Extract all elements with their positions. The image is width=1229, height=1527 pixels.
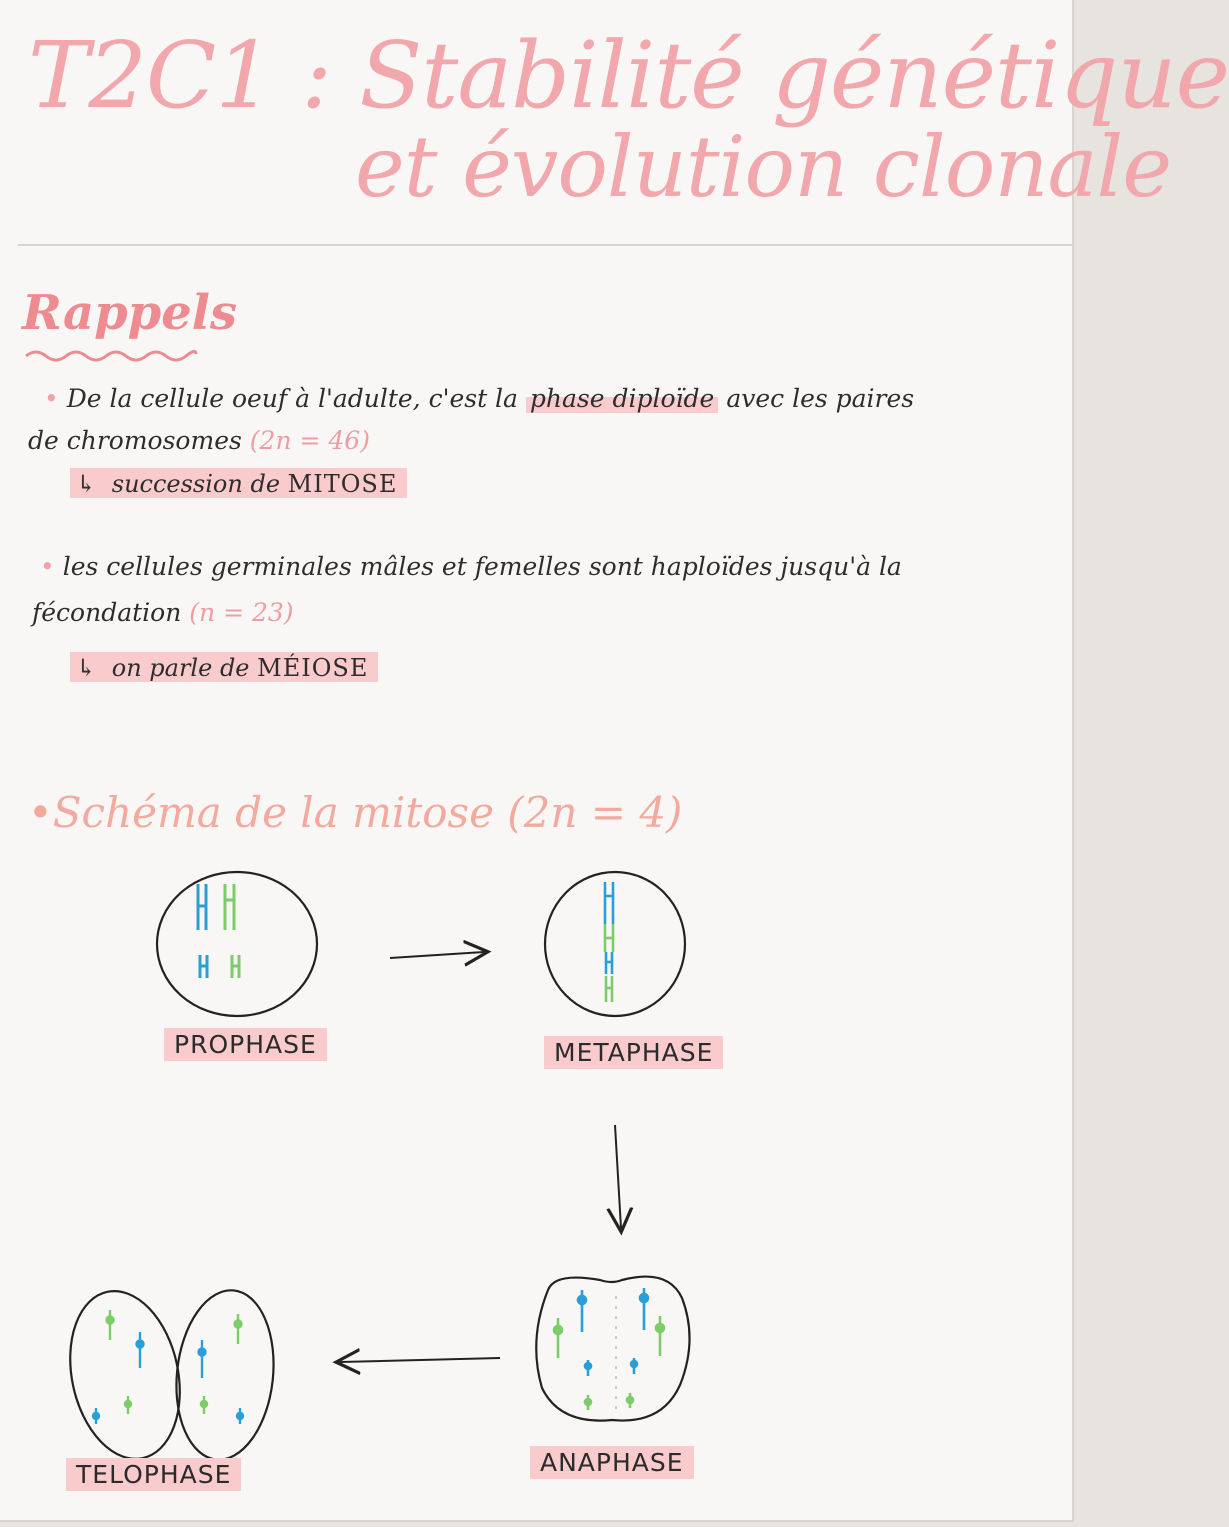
arrow-anaphase-to-telophase: [340, 1358, 500, 1362]
blue-chromosome: [93, 1332, 243, 1424]
label-anaphase: ANAPHASE: [530, 1446, 694, 1479]
bullet-2-sub-text: on parle de: [111, 654, 250, 682]
green-chromosome: [107, 1310, 242, 1414]
return-arrow-icon: ↳: [76, 654, 97, 682]
bullet-1-note: (2n = 46): [249, 426, 370, 455]
arrow-prophase-to-metaphase: [390, 952, 484, 958]
bullet-dot: •: [44, 384, 59, 413]
section-title-rappels: Rappels: [22, 285, 238, 341]
telophase-cells: [55, 1281, 281, 1469]
bullet-1-sub-term: MITOSE: [287, 470, 398, 498]
mitosis-diagram-title: •Schéma de la mitose (2n = 4): [28, 788, 683, 837]
arrow-metaphase-to-anaphase: [615, 1125, 621, 1228]
metaphase-cell: [545, 872, 685, 1016]
green-chromosome: [225, 884, 239, 978]
bullet-1-text-start: De la cellule oeuf à l'adulte, c'est la: [66, 384, 518, 413]
title-line-1: Stabilité génétique: [359, 22, 1229, 129]
blue-chromosome: [198, 884, 207, 978]
bullet-2-note: (n = 23): [189, 598, 294, 627]
label-telophase: TELOPHASE: [66, 1458, 241, 1491]
prophase-cell: [157, 872, 317, 1016]
label-prophase: PROPHASE: [164, 1028, 327, 1061]
bullet-2-sub-term: MÉIOSE: [257, 654, 369, 682]
chapter-code: T2C1: [28, 22, 273, 129]
green-chromosome: [554, 1316, 664, 1410]
bullet-1-text-end: avec les paires: [726, 384, 915, 413]
bullet-1-sub-text: succession de: [111, 470, 281, 498]
bullet-1-highlight: phase diploïde: [526, 384, 718, 413]
bullet-dot: •: [40, 552, 55, 581]
bullet-2-text-line-2: fécondation: [32, 598, 182, 627]
blue-chromosome: [578, 1288, 648, 1376]
title-separator: :: [301, 22, 332, 129]
anaphase-cell: [536, 1277, 689, 1421]
title-line-2: et évolution clonale: [355, 118, 1172, 216]
bullet-1-text-line-2: de chromosomes: [28, 426, 242, 455]
label-metaphase: METAPHASE: [544, 1036, 723, 1069]
bullet-2-text-line-1: les cellules germinales mâles et femelles sont haploïdes jusqu'à la: [62, 552, 902, 581]
return-arrow-icon: ↳: [76, 470, 97, 498]
